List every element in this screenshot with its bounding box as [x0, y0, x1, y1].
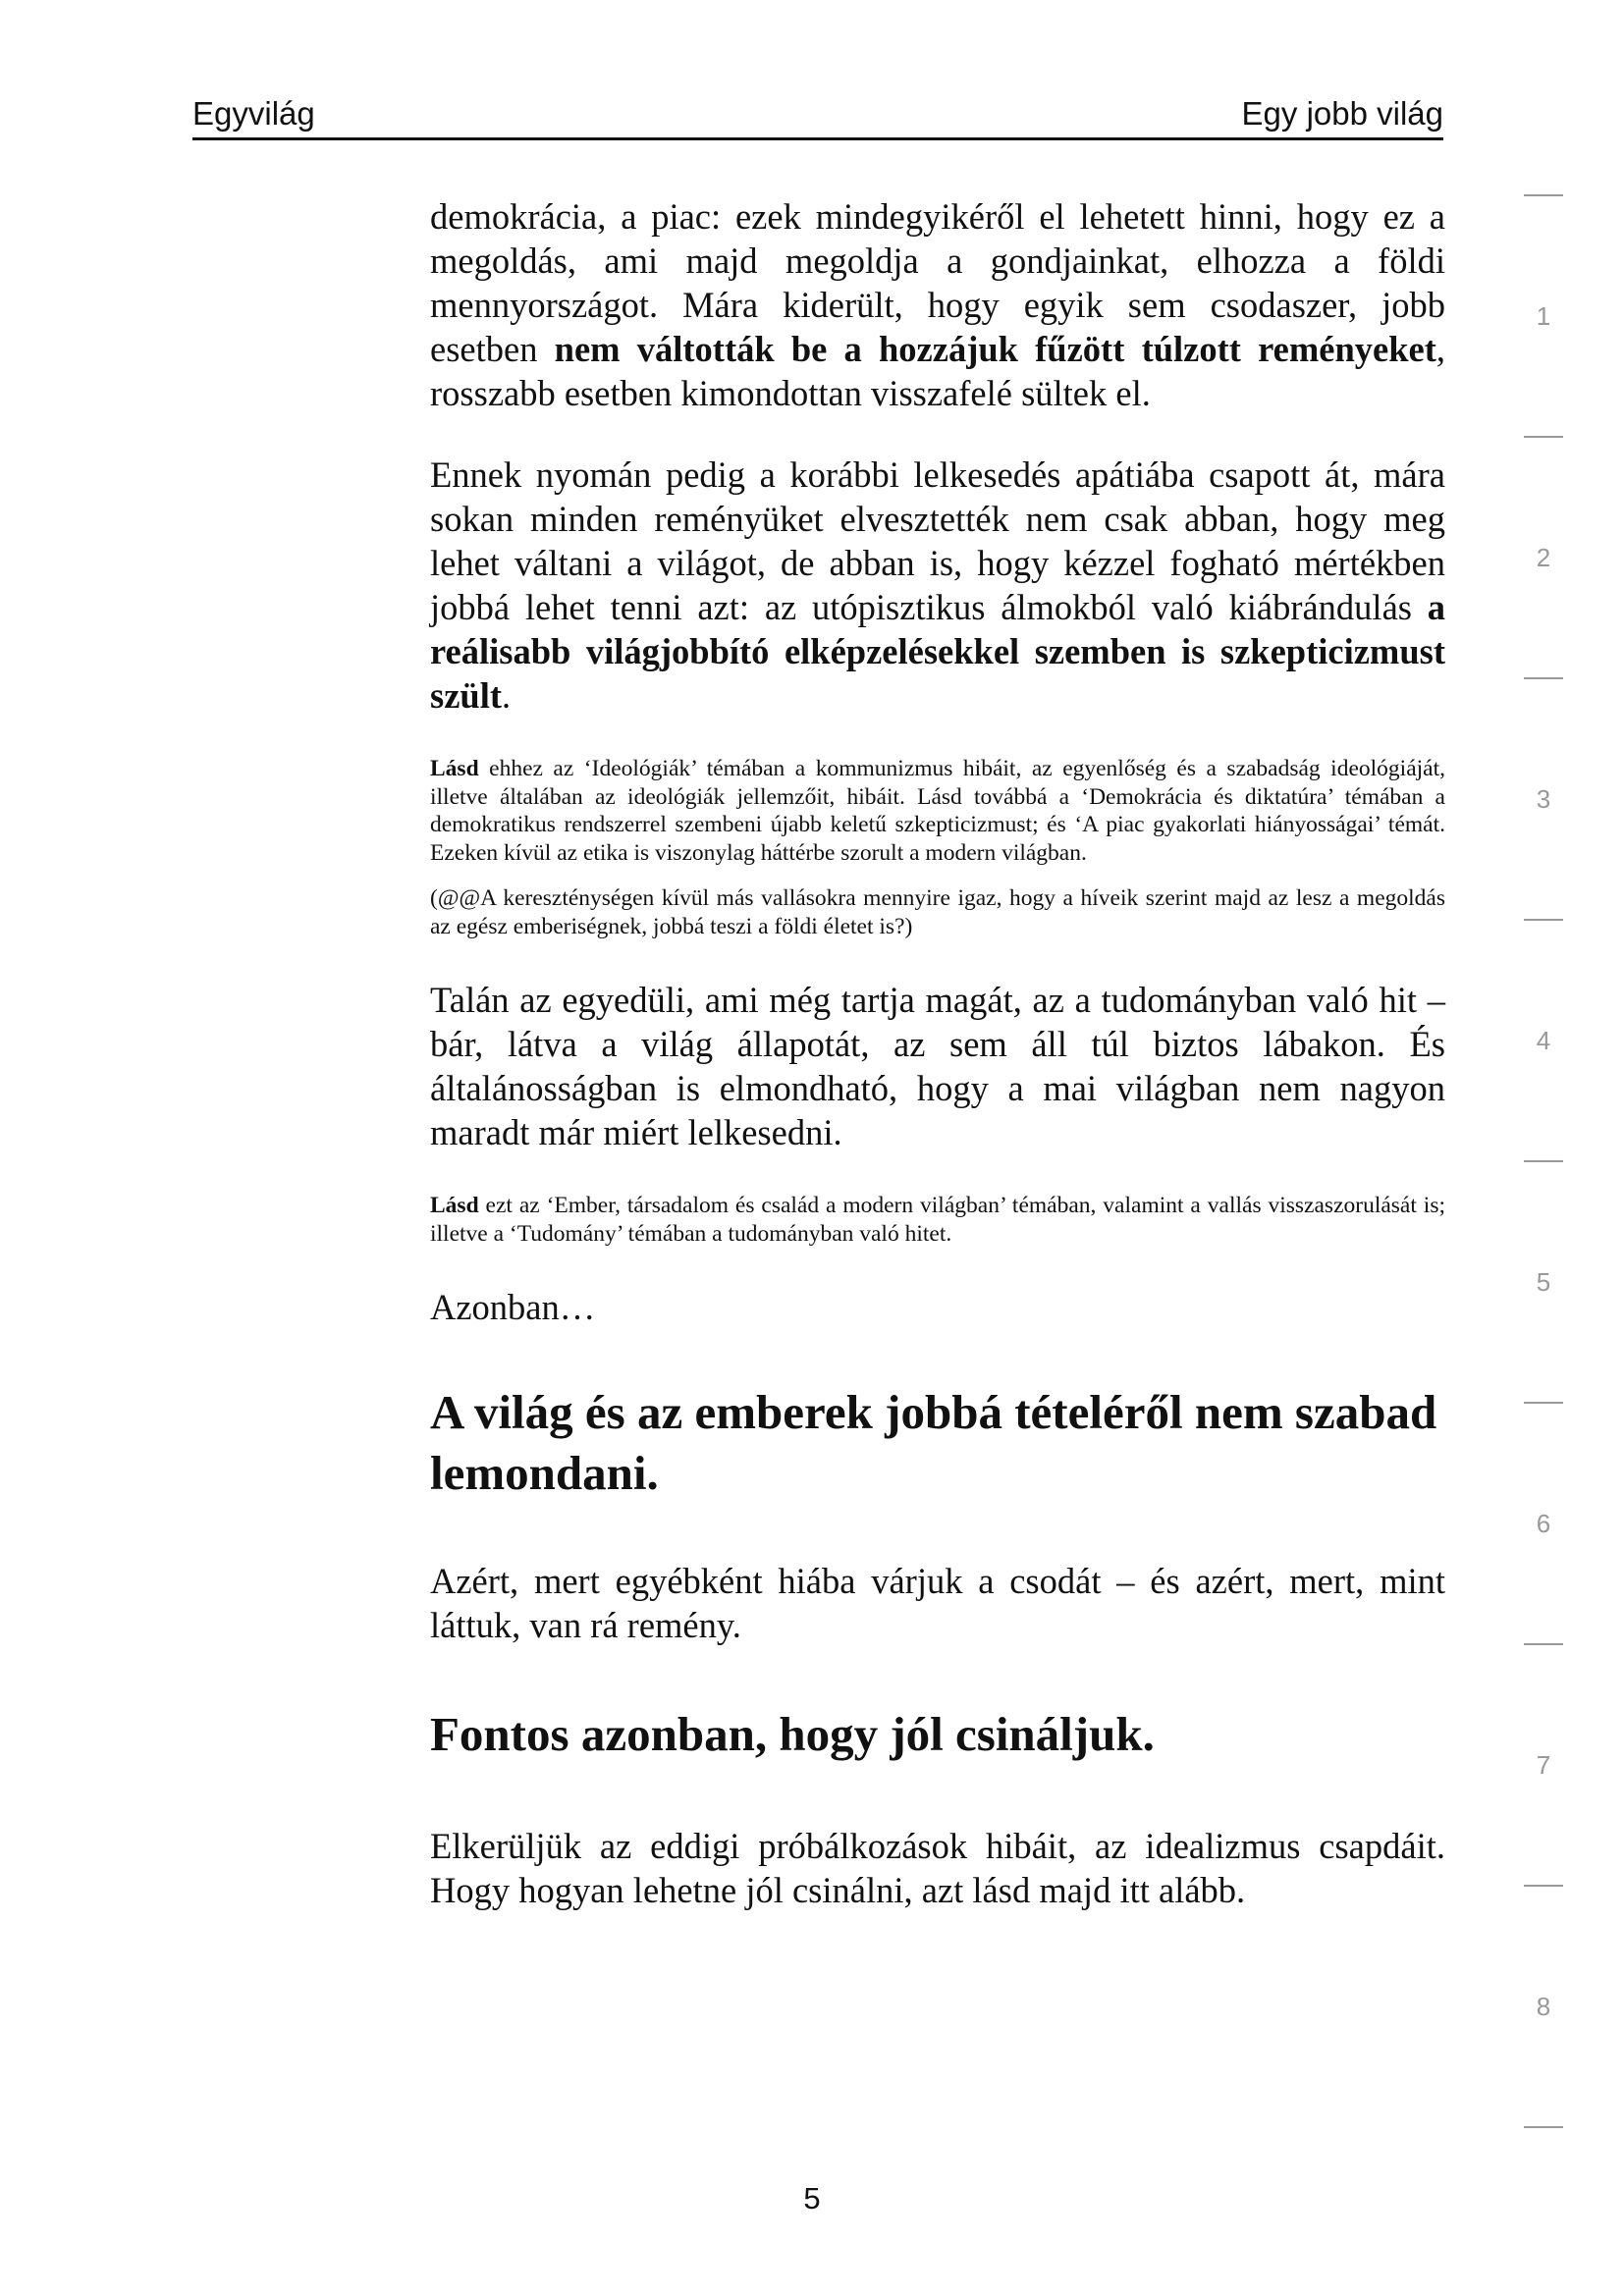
note-3-bold: Lásd [430, 1193, 479, 1218]
gutter-mark [1524, 194, 1563, 196]
note-2: (@@A kereszténységen kívül más vallásokra mennyire igaz, hogy a híveik szerint majd az lesz a megoldás az egész emberiségnek, jobbá teszi a földi életet is?) [430, 885, 1445, 939]
gutter-mark [1524, 1885, 1563, 1887]
paragraph-2-text-c: . [502, 675, 512, 716]
paragraph-3: Talán az egyedüli, ami még tartja magát, az a tudományban való hit – bár, látva a világ állapotát, az sem áll túl biztos lábakon. És általánosságban is elmondható, hogy a mai világban nem nagyon maradt már miért lelkesedni. [430, 980, 1445, 1152]
heading-1: A világ és az emberek jobbá tételéről nem szabad lemondani. [430, 1385, 1437, 1500]
gutter-number: 8 [1536, 1992, 1551, 2021]
header-rule [192, 137, 1443, 140]
paragraph-2 [430, 453, 1445, 718]
gutter-number: 2 [1536, 543, 1551, 572]
paragraph-2-text-a: Ennek nyomán pedig a korábbi lelkesedés apátiába csapott át, mára sokan minden reményüket elvesztették nem csak abban, hogy meg lehet váltani a világot, de abban is, hogy kézzel fogható mértékben jobbá lehet tenni azt: az utópisztikus álmokból való kiábrándulás [430, 454, 1445, 627]
page-content [430, 194, 1445, 1949]
gutter-number: 4 [1536, 1026, 1551, 1055]
header-left-title: Egyvilág [192, 95, 315, 132]
gutter-mark [1524, 436, 1563, 438]
gutter-number: 1 [1536, 301, 1551, 331]
paragraph-1-text-a: demokrácia, a piac: ezek mindegyikéről el lehetett hinni, hogy ez a megoldás, ami majd megoldja a gondjainkat, elhozza a földi mennyországot. Mára kiderült, hogy egyik sem csodaszer, jobb esetben [430, 196, 1445, 369]
note-3 [430, 1192, 1445, 1248]
paragraph-1 [430, 194, 1445, 415]
page-number: 5 [803, 2181, 821, 2216]
paragraph-4: Azonban… [430, 1287, 596, 1327]
gutter-number: 3 [1536, 784, 1551, 814]
gutter-number: 6 [1536, 1509, 1551, 1538]
gutter-mark [1524, 2126, 1563, 2128]
paragraph-5: Azért, mert egyébként hiába várjuk a csodát – és azért, mert, mint láttuk, van rá remény. [430, 1561, 1445, 1645]
gutter-mark [1524, 919, 1563, 921]
header-right-title: Egy jobb világ [1241, 95, 1443, 132]
gutter-mark [1524, 1160, 1563, 1162]
note-1-text: ehhez az ‘Ideológiák’ témában a kommunizmus hibáit, az egyenlőség és a szabadság ideológiáját, illetve általában az ideológiák jellemzőit, hibáit. Lásd továbbá a ‘Demokrácia és diktatúra’ témában a demokratikus rendszerrel szembeni újabb keletű szkepticizmust; és ‘A piac gyakorlati hiányosságai’ témát. Ezeken kívül az etika is viszonylag háttérbe szorult a modern világban. [430, 756, 1445, 866]
paragraph-1-text-c: , rosszabb esetben kimondottan visszafelé sültek el. [430, 329, 1445, 413]
gutter-number: 7 [1536, 1750, 1551, 1780]
note-1 [430, 755, 1445, 867]
paragraph-6: Elkerüljük az eddigi próbálkozások hibáit, az idealizmus csapdáit. Hogy hogyan lehetne jól csinálni, azt lásd majd itt alább. [430, 1826, 1445, 1910]
note-1-bold: Lásd [430, 756, 479, 781]
gutter-mark [1524, 1402, 1563, 1404]
paragraph-1-bold: nem váltották be a hozzájuk fűzött túlzott reményeket [554, 329, 1436, 369]
gutter-number: 5 [1536, 1267, 1551, 1297]
paragraph-2-bold: a reálisabb világjobbító elképzelésekkel szemben is szkepticizmust szült [430, 587, 1445, 716]
gutter-mark [1524, 677, 1563, 679]
gutter-mark [1524, 1643, 1563, 1645]
heading-2: Fontos azonban, hogy jól csináljuk. [430, 1707, 1155, 1761]
note-3-text: ezt az ‘Ember, társadalom és család a modern világban’ témában, valamint a vallás visszaszorulását is; illetve a ‘Tudomány’ témában a tudományban való hitet. [430, 1193, 1445, 1247]
